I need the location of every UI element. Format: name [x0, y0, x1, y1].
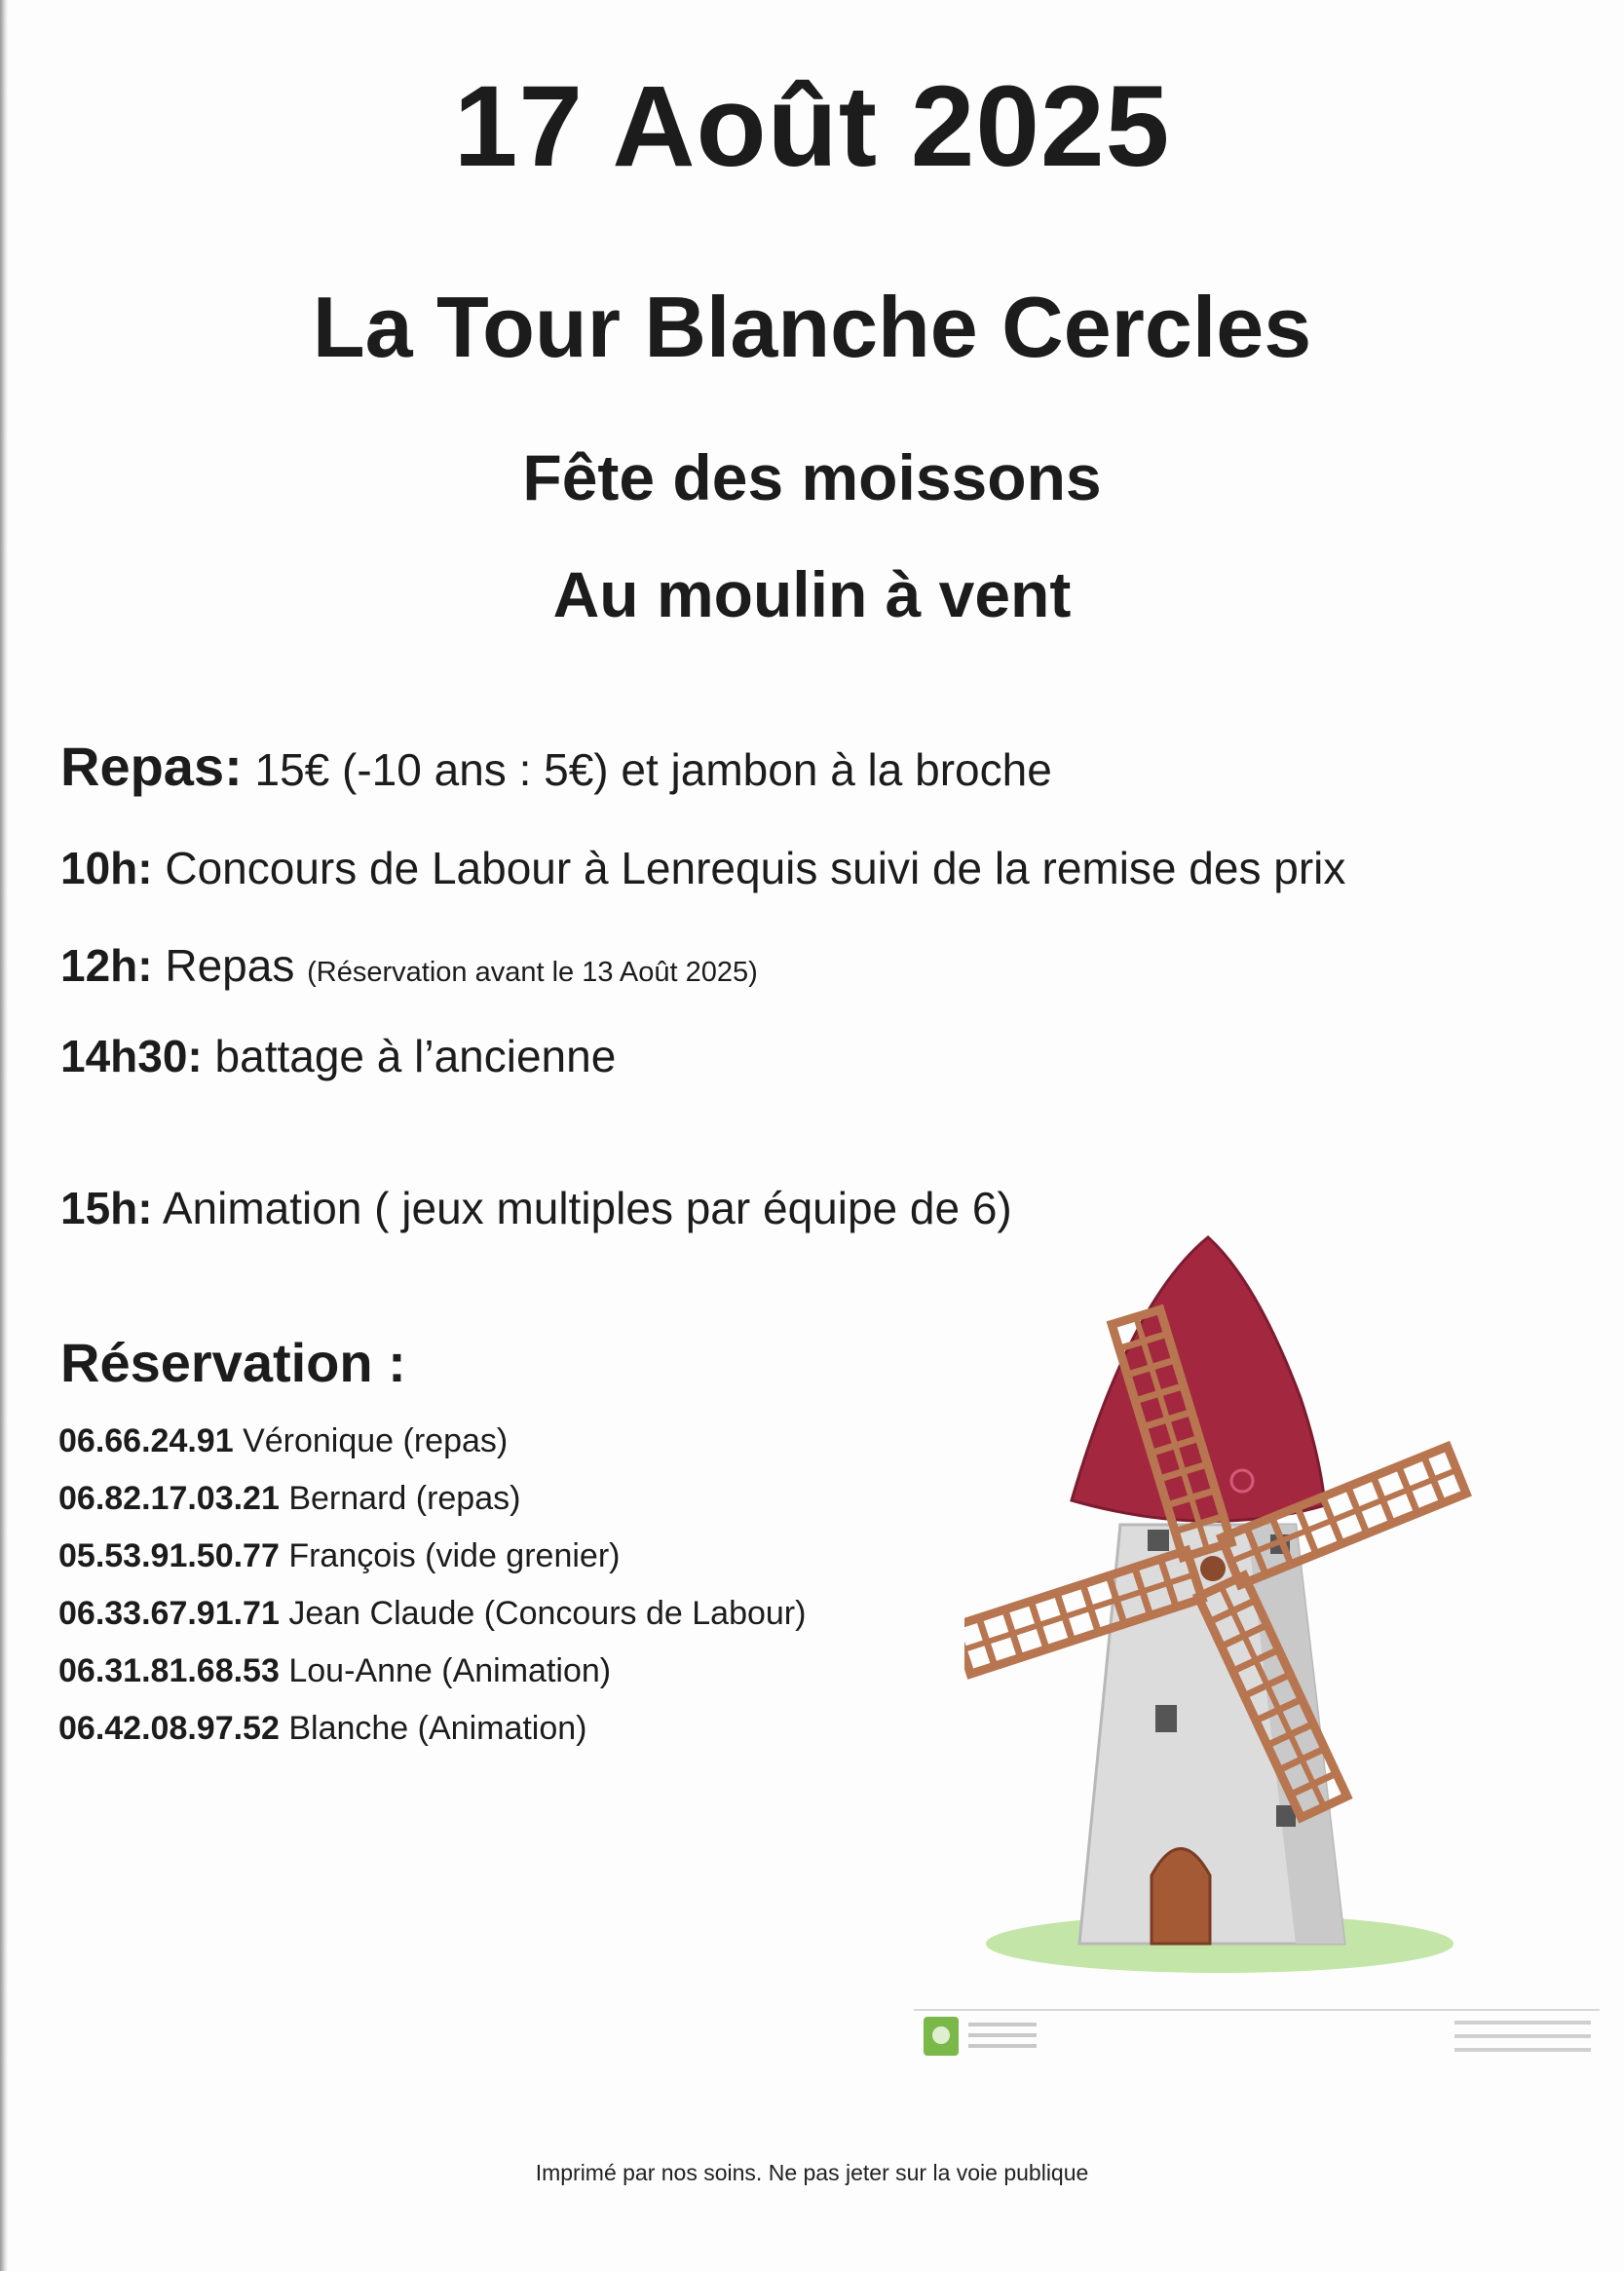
contact-name: Blanche (Animation): [288, 1710, 587, 1747]
contact-name: Lou-Anne (Animation): [288, 1652, 612, 1689]
contact-phone: 06.82.17.03.21: [58, 1480, 280, 1517]
contact-row: [58, 1480, 806, 1537]
sail-hub: [1200, 1556, 1226, 1581]
event-date: 17 Août 2025: [453, 62, 1171, 191]
mill-roof: [1072, 1237, 1325, 1521]
contact-list: [58, 1422, 806, 1767]
repas-line: [60, 735, 1052, 798]
contact-phone: 05.53.91.50.77: [58, 1537, 280, 1574]
footer-notice: Imprimé par nos soins. Ne pas jeter sur la voie publique: [535, 2160, 1089, 2185]
program-text: Animation ( jeux multiples par équipe de 6): [162, 1183, 1012, 1233]
program-item: [60, 1030, 616, 1082]
image-credit-strip: [914, 2009, 1600, 2062]
windmill-illustration: [964, 1193, 1588, 1983]
contact-name: Jean Claude (Concours de Labour): [288, 1595, 807, 1632]
mill-door: [1152, 1849, 1210, 1945]
program-time: 15h:: [60, 1183, 153, 1233]
program-note: (Réservation avant le 13 Août 2025): [307, 957, 758, 988]
mill-window: [1148, 1530, 1169, 1551]
program-text: battage à l’ancienne: [214, 1031, 617, 1081]
contact-row: [58, 1595, 806, 1652]
contact-row: [58, 1537, 806, 1595]
contact-phone: 06.31.81.68.53: [58, 1652, 280, 1689]
program-time: 10h:: [60, 843, 153, 893]
contact-name: François (vide grenier): [288, 1537, 621, 1574]
contact-name: Véronique (repas): [243, 1422, 509, 1459]
credit-details: [1454, 2021, 1591, 2062]
contact-phone: 06.42.08.97.52: [58, 1710, 280, 1747]
reservation-title: Réservation :: [60, 1332, 406, 1393]
program-time: 12h:: [60, 940, 153, 991]
contact-row: [58, 1652, 806, 1710]
program-item: [60, 842, 1345, 894]
mill-window: [1155, 1705, 1177, 1732]
event-title: La Tour Blanche Cercles: [312, 279, 1312, 375]
credit-text-lines: [968, 2023, 1037, 2055]
stock-logo-icon: [924, 2017, 959, 2056]
program-text: Concours de Labour à Lenrequis suivi de la remise des prix: [165, 843, 1346, 893]
contact-row: [58, 1710, 806, 1767]
program-item: [60, 1182, 1012, 1234]
repas-text: 15€ (-10 ans : 5€) et jambon à la broche: [254, 744, 1052, 795]
contact-phone: 06.33.67.91.71: [58, 1595, 280, 1632]
program-item: [60, 939, 758, 992]
event-subtitle-2: Au moulin à vent: [552, 558, 1072, 630]
contact-row: [58, 1422, 806, 1480]
event-subtitle-1: Fête des moissons: [522, 441, 1102, 513]
program-text: Repas: [165, 940, 295, 991]
repas-label: Repas:: [60, 736, 243, 797]
contact-phone: 06.66.24.91: [58, 1422, 234, 1459]
contact-name: Bernard (repas): [288, 1480, 521, 1517]
program-time: 14h30:: [60, 1031, 203, 1081]
